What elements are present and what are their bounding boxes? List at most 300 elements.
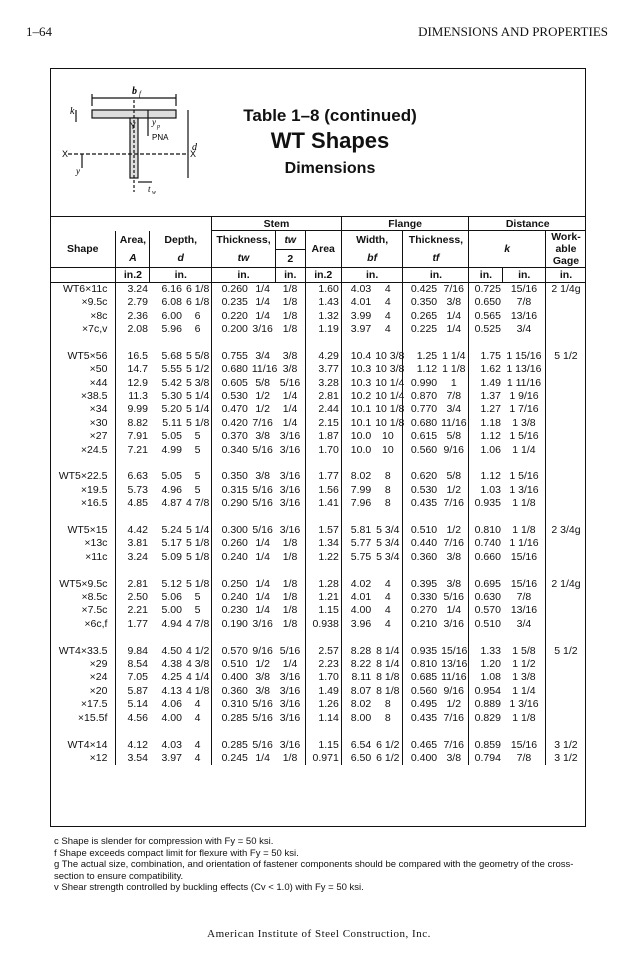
- table-cell: 5.30: [161, 390, 182, 403]
- table-cell: 5 3/4: [373, 537, 403, 550]
- table-cell: 5 1/8: [184, 551, 212, 564]
- table-cell: 10 3/8: [375, 363, 405, 376]
- table-cell: 5.81: [350, 524, 372, 537]
- table-cell: 15/16: [503, 282, 546, 296]
- table-cell: 1 5/16: [503, 470, 546, 483]
- footnote: v Shear strength controlled by buckling effects (Cv < 1.0) with Fy = 50 ksi.: [54, 882, 364, 893]
- table-cell: 0.990: [410, 376, 438, 389]
- table-cell: 0.530: [221, 390, 248, 403]
- table-row: [50, 591, 586, 604]
- table-cell: 3/16: [252, 617, 273, 630]
- table-cell: 1.15: [305, 739, 341, 752]
- table-cell: 3/4: [255, 349, 270, 362]
- svg-text:f: f: [139, 90, 141, 98]
- group-gap: [50, 511, 586, 524]
- title-line3: Dimensions: [284, 160, 376, 177]
- table-cell: 13/16: [503, 310, 546, 323]
- table-cell: 1.60: [305, 282, 341, 296]
- label-bf: b: [132, 86, 137, 97]
- table-cell: ×30: [50, 417, 116, 430]
- table-cell: 7.21: [127, 443, 148, 456]
- table-cell: 7.99: [350, 483, 372, 496]
- table-cell: 0.510: [221, 658, 248, 671]
- table-cell: [545, 671, 586, 684]
- table-cell: 1.28: [305, 578, 341, 591]
- table-cell: 5 1/4: [184, 524, 212, 537]
- table-cell: 4.12: [127, 738, 148, 751]
- footnotes: [54, 836, 584, 894]
- table-cell: ×6c,f: [50, 618, 116, 631]
- table-row: [50, 296, 586, 309]
- table-cell: 3/8: [439, 578, 469, 591]
- table-cell: 0.680: [221, 363, 248, 376]
- table-cell: 5 1/8: [184, 578, 212, 591]
- table-cell: 3/8: [275, 350, 305, 363]
- table-cell: 0.420: [221, 416, 248, 429]
- table-cell: 10.3: [350, 376, 372, 389]
- table-cell: [545, 551, 586, 564]
- table-cell: 16.5: [127, 349, 148, 362]
- table-cell: 4.96: [161, 483, 182, 496]
- table-cell: 3/16: [439, 618, 469, 631]
- table-cell: 5/16: [252, 483, 273, 496]
- table-cell: 1/8: [275, 310, 305, 323]
- table-cell: 5/16: [252, 711, 273, 724]
- table-cell: [545, 618, 586, 631]
- table-cell: 10.0: [350, 443, 372, 456]
- table-cell: WT4×33.5: [50, 645, 116, 658]
- table-cell: 0.615: [410, 430, 438, 443]
- table-row: [50, 430, 586, 443]
- table-cell: ×7.5c: [50, 604, 116, 617]
- table-row: [50, 712, 586, 725]
- table-cell: 3/16: [275, 444, 305, 457]
- table-cell: 5: [184, 484, 212, 497]
- table-row: [50, 658, 586, 671]
- table-cell: 4: [373, 296, 403, 309]
- table-cell: 1.22: [305, 551, 341, 564]
- table-cell: 3/4: [439, 403, 469, 416]
- table-cell: 7.96: [350, 497, 372, 510]
- label-y-bar: y: [76, 166, 80, 176]
- col-flange-thickness: Thickness,: [403, 231, 469, 250]
- table-cell: 0.605: [221, 376, 248, 389]
- table-cell: 1/8: [275, 323, 305, 336]
- table-cell: 5 3/4: [373, 551, 403, 564]
- table-cell: 6: [184, 323, 212, 336]
- table-cell: 0.560: [410, 684, 438, 697]
- table-cell: 1/2: [439, 698, 469, 711]
- table-cell: 4.42: [127, 524, 148, 537]
- table-cell: 4: [373, 604, 403, 617]
- table-cell: 1 3/16: [503, 698, 546, 711]
- table-cell: 6.00: [161, 309, 182, 322]
- table-cell: 0.270: [410, 604, 438, 617]
- footnote-divider: [50, 826, 586, 827]
- table-cell: 1/4: [439, 323, 469, 336]
- table-cell: [545, 430, 586, 443]
- table-cell: 0.971: [305, 752, 341, 765]
- table-row: [50, 323, 586, 336]
- table-cell: 5.09: [161, 550, 182, 563]
- table-cell: 5 5/8: [184, 350, 212, 363]
- label-k: k: [70, 106, 75, 117]
- table-cell: [545, 658, 586, 671]
- table-cell: 3/16: [275, 712, 305, 725]
- table-cell: 1/2: [255, 390, 270, 403]
- table-cell: 1/8: [275, 752, 305, 765]
- table-cell: 3/16: [275, 739, 305, 752]
- table-cell: 10: [373, 444, 403, 457]
- table-cell: 1.37: [480, 390, 501, 403]
- table-cell: 0.794: [474, 751, 501, 764]
- dimensions-table: [50, 216, 586, 765]
- table-container: [50, 68, 586, 918]
- table-cell: 0.495: [410, 698, 438, 711]
- table-cell: 0.360: [221, 684, 248, 697]
- table-cell: 1/8: [275, 604, 305, 617]
- table-cell: 11.3: [128, 390, 148, 403]
- group-gap: [50, 457, 586, 470]
- group-gap: [50, 336, 586, 349]
- table-cell: 4.94: [161, 617, 182, 630]
- table-cell: 5/16: [252, 738, 273, 751]
- table-cell: 6: [184, 310, 212, 323]
- table-cell: ×16.5: [50, 497, 116, 510]
- table-cell: 15/16: [503, 739, 546, 752]
- table-cell: 0.240: [221, 550, 248, 563]
- table-cell: 1.77: [305, 470, 341, 483]
- table-cell: 2 1/4g: [551, 282, 581, 295]
- table-cell: 8.02: [350, 698, 372, 711]
- table-cell: ×50: [50, 363, 116, 376]
- table-cell: 1 3/8: [503, 671, 546, 684]
- table-cell: 0.680: [410, 416, 438, 429]
- table-cell: 9.84: [127, 644, 148, 657]
- table-cell: 5/16: [275, 645, 305, 658]
- table-cell: 1.41: [305, 497, 341, 510]
- table-cell: 5 3/8: [184, 377, 212, 390]
- publisher-credit: American Institute of Steel Construction, Inc.: [207, 928, 431, 940]
- table-row: [50, 739, 586, 752]
- table-cell: 5.24: [161, 524, 182, 537]
- table-cell: 1 1/16: [503, 537, 546, 550]
- table-cell: 10 1/8: [375, 416, 405, 429]
- table-cell: 1 3/8: [503, 417, 546, 430]
- table-cell: 5/8: [255, 376, 270, 389]
- table-cell: 8 1/8: [373, 685, 403, 698]
- table-cell: 8 1/4: [373, 645, 403, 658]
- table-cell: 3.77: [305, 363, 341, 376]
- table-cell: 0.440: [410, 537, 438, 550]
- col-bf-symbol: bf: [341, 249, 403, 268]
- table-cell: 11/16: [251, 363, 278, 376]
- table-cell: 4.01: [350, 296, 372, 309]
- table-cell: 0.740: [474, 537, 501, 550]
- table-cell: 0.810: [474, 524, 501, 537]
- table-cell: 0.660: [474, 550, 501, 563]
- table-cell: 1.62: [480, 363, 501, 376]
- unit: in.: [403, 268, 469, 282]
- table-cell: [545, 497, 586, 510]
- unit: in.: [212, 268, 276, 282]
- table-cell: 1.27: [480, 403, 501, 416]
- table-cell: 0.315: [221, 483, 248, 496]
- table-cell: 4.25: [161, 671, 182, 684]
- table-cell: 0.310: [221, 698, 248, 711]
- table-cell: 1/4: [255, 604, 270, 617]
- table-cell: 8.54: [127, 658, 148, 671]
- table-cell: ×7c,v: [50, 323, 116, 336]
- table-cell: 4 1/2: [184, 645, 212, 658]
- table-cell: 1 11/16: [503, 377, 546, 390]
- svg-text:p: p: [157, 124, 160, 130]
- table-cell: ×20: [50, 685, 116, 698]
- table-cell: 5.14: [127, 698, 148, 711]
- table-cell: 4.99: [161, 443, 182, 456]
- table-cell: WT5×9.5c: [50, 578, 116, 591]
- table-cell: 5: [184, 591, 212, 604]
- label-pna: PNA: [152, 133, 169, 142]
- table-cell: 1.70: [305, 444, 341, 457]
- table-cell: 2 1/4g: [551, 577, 581, 590]
- table-cell: 0.435: [410, 711, 438, 724]
- table-cell: 6 1/2: [373, 739, 403, 752]
- table-cell: 2.50: [127, 591, 148, 604]
- table-cell: 6 1/2: [373, 752, 403, 765]
- table-cell: 5/16: [252, 497, 273, 510]
- table-cell: 1/8: [275, 591, 305, 604]
- table-cell: 1.56: [305, 484, 341, 497]
- table-cell: 0.810: [410, 658, 438, 671]
- table-row: [50, 470, 586, 483]
- group-stem: Stem: [212, 217, 342, 231]
- table-cell: 0.560: [410, 443, 438, 456]
- table-cell: 4: [373, 323, 403, 336]
- table-cell: 5 1/8: [184, 537, 212, 550]
- table-cell: 0.650: [474, 296, 501, 309]
- table-cell: 0.770: [410, 403, 438, 416]
- table-cell: 2.15: [305, 417, 341, 430]
- table-cell: 4: [373, 591, 403, 604]
- table-cell: WT6×11c: [50, 282, 116, 296]
- table-cell: 5.55: [161, 363, 182, 376]
- table-cell: 3/16: [275, 430, 305, 443]
- table-cell: 1/4: [275, 403, 305, 416]
- table-cell: 1.87: [305, 430, 341, 443]
- table-cell: 10 1/8: [375, 403, 405, 416]
- table-cell: 3.97: [350, 323, 372, 335]
- table-cell: 5/16: [275, 377, 305, 390]
- table-row: [50, 604, 586, 617]
- table-cell: 3/16: [275, 671, 305, 684]
- group-gap: [50, 564, 586, 577]
- table-cell: 3.81: [127, 537, 148, 550]
- table-cell: 5 1/2: [554, 349, 578, 362]
- table-cell: 9.99: [127, 403, 148, 416]
- table-row: [50, 578, 586, 591]
- table-cell: ×13c: [50, 537, 116, 550]
- table-cell: 5: [184, 470, 212, 483]
- table-cell: 4.02: [350, 577, 372, 590]
- unit: in.: [341, 268, 403, 282]
- table-cell: 10: [373, 430, 403, 443]
- table-cell: 1/4: [255, 282, 270, 295]
- table-cell: 0.285: [221, 738, 248, 751]
- table-cell: 5.42: [161, 376, 182, 389]
- table-cell: 1.49: [305, 685, 341, 698]
- col-stem-area: Area: [305, 231, 341, 268]
- table-cell: 5.06: [161, 591, 182, 604]
- table-cell: 10.4: [350, 349, 372, 362]
- table-cell: 5.12: [161, 577, 182, 590]
- table-cell: 0.230: [221, 604, 248, 617]
- table-cell: 3/8: [439, 296, 469, 309]
- col-tf-symbol: tf: [403, 249, 469, 268]
- table-cell: 3.99: [350, 309, 372, 322]
- table-cell: 1.34: [305, 537, 341, 550]
- table-row: [50, 752, 586, 765]
- table-cell: 3 1/2: [554, 751, 578, 764]
- table-row: [50, 403, 586, 416]
- table-cell: 1/4: [275, 417, 305, 430]
- table-cell: 12.9: [127, 376, 148, 389]
- table-cell: [545, 390, 586, 403]
- table-cell: 1.19: [305, 323, 341, 336]
- table-cell: 4 1/4: [184, 671, 212, 684]
- table-cell: [545, 310, 586, 323]
- table-cell: 4.03: [350, 282, 372, 295]
- table-cell: [545, 698, 586, 711]
- group-gap: [50, 631, 586, 644]
- table-cell: 8.02: [350, 470, 372, 483]
- col-area-symbol: A: [116, 249, 150, 268]
- table-cell: 5.05: [161, 470, 182, 483]
- table-cell: 1.12: [480, 470, 501, 483]
- table-cell: 0.300: [221, 524, 248, 537]
- table-cell: 5.75: [350, 550, 372, 563]
- table-cell: [545, 377, 586, 390]
- table-cell: 1/8: [275, 551, 305, 564]
- table-cell: 1.26: [305, 698, 341, 711]
- table-cell: 4.01: [350, 591, 372, 604]
- table-cell: 1/2: [439, 524, 469, 537]
- table-cell: 10 3/8: [375, 349, 405, 362]
- table-cell: 0.870: [410, 390, 438, 403]
- table-cell: 8 1/8: [373, 671, 403, 684]
- table-header: [50, 217, 586, 283]
- table-cell: 0.245: [221, 751, 248, 764]
- table-cell: 7/16: [439, 537, 469, 550]
- table-cell: 1/4: [275, 658, 305, 671]
- table-cell: 1/4: [255, 577, 270, 590]
- table-cell: 3/8: [439, 752, 469, 765]
- table-cell: 8.07: [350, 684, 372, 697]
- table-cell: 0.210: [410, 617, 438, 630]
- table-cell: 1.70: [305, 671, 341, 684]
- table-cell: 4.13: [161, 684, 182, 697]
- table-cell: ×24: [50, 671, 116, 684]
- table-row: [50, 363, 586, 376]
- table-cell: [545, 417, 586, 430]
- table-cell: 2.81: [127, 577, 148, 590]
- table-cell: 4.29: [305, 350, 341, 363]
- table-cell: ×29: [50, 658, 116, 671]
- col-width: Width,: [341, 231, 403, 250]
- wt-shape-diagram: [62, 82, 212, 210]
- table-cell: [545, 604, 586, 617]
- table-cell: ×15.5f: [50, 712, 116, 725]
- table-cell: 1/4: [255, 591, 270, 604]
- table-cell: 7/8: [439, 390, 469, 403]
- table-cell: 4: [184, 739, 212, 752]
- table-row: [50, 685, 586, 698]
- table-cell: 1 1/8: [503, 712, 546, 725]
- table-cell: 4: [373, 618, 403, 631]
- table-cell: [545, 323, 586, 336]
- footnote: f Shape exceeds compact limit for flexure with Fy = 50 ksi.: [54, 847, 299, 859]
- table-cell: 1.21: [305, 591, 341, 604]
- label-yp: y: [152, 117, 156, 127]
- table-cell: 5: [184, 444, 212, 457]
- table-cell: [545, 470, 586, 483]
- table-cell: 1/2: [255, 403, 270, 416]
- table-cell: ×27: [50, 430, 116, 443]
- table-cell: 6.63: [127, 470, 148, 483]
- table-cell: 0.525: [474, 323, 501, 335]
- table-cell: 6.54: [350, 738, 372, 751]
- table-cell: 4.38: [161, 658, 182, 671]
- table-cell: 5/8: [439, 470, 469, 483]
- table-cell: 3/16: [275, 698, 305, 711]
- table-cell: 7/16: [439, 712, 469, 725]
- table-cell: 1 1/2: [503, 658, 546, 671]
- title-line1: Table 1–8 (continued): [243, 106, 417, 125]
- table-cell: [545, 591, 586, 604]
- table-cell: 0.400: [221, 671, 248, 684]
- table-cell: 4.56: [127, 711, 148, 724]
- unit: in.: [545, 268, 586, 282]
- table-cell: 3.54: [127, 751, 148, 764]
- table-cell: 4.87: [161, 497, 182, 510]
- table-cell: 1.32: [305, 310, 341, 323]
- table-cell: 3.24: [127, 282, 148, 295]
- table-cell: 1.43: [305, 296, 341, 309]
- table-row: [50, 310, 586, 323]
- table-cell: 3/8: [255, 684, 270, 697]
- table-cell: 3/8: [275, 363, 305, 376]
- table-cell: 3/8: [255, 430, 270, 443]
- table-cell: 0.725: [474, 282, 501, 295]
- table-cell: 1/4: [255, 550, 270, 563]
- table-cell: 15/16: [503, 578, 546, 591]
- footnote: g The actual size, combination, and orientation of fastener components should be compared with the geometry of the cross-section to ensure compatibility.: [54, 859, 574, 882]
- col-tw2-bottom: 2: [275, 249, 305, 268]
- table-cell: 0.685: [410, 671, 438, 684]
- table-cell: 0.290: [221, 497, 248, 510]
- table-cell: 3 1/2: [554, 738, 578, 751]
- table-cell: 0.370: [221, 430, 248, 443]
- table-cell: 1/4: [255, 537, 270, 550]
- table-cell: WT5×56: [50, 350, 116, 363]
- table-cell: 4 3/8: [184, 658, 212, 671]
- table-cell: 1 9/16: [503, 390, 546, 403]
- table-cell: 4.50: [161, 644, 182, 657]
- table-cell: 3/8: [439, 551, 469, 564]
- table-cell: 2 3/4g: [551, 524, 581, 537]
- table-cell: 0.285: [221, 711, 248, 724]
- table-cell: 4.00: [161, 711, 182, 724]
